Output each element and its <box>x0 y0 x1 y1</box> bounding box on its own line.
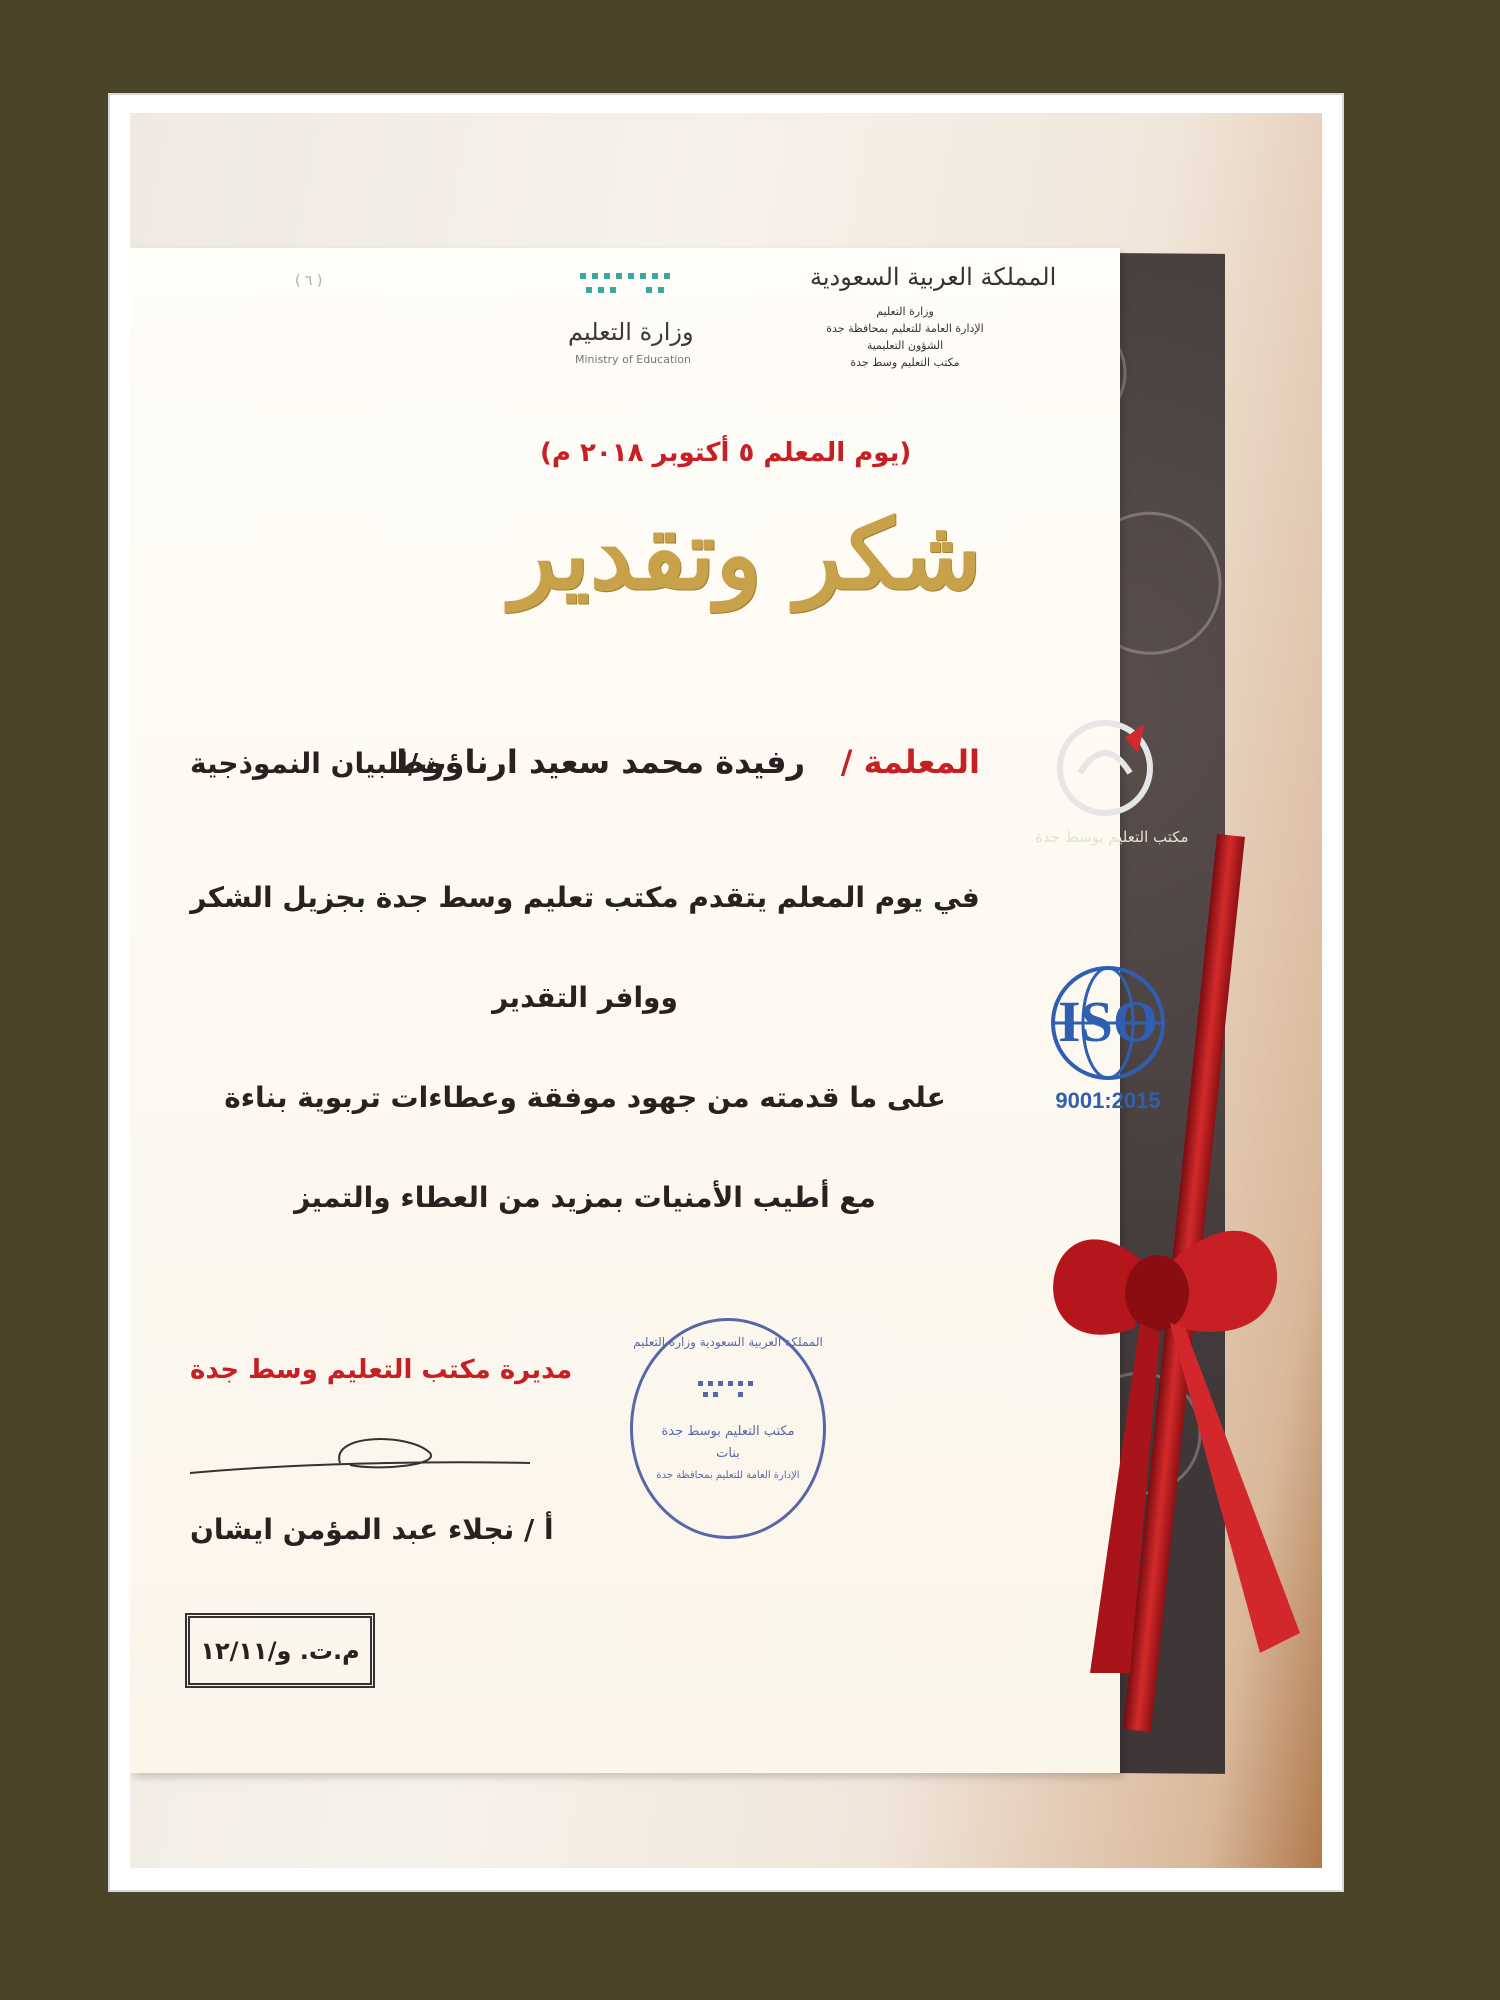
handwritten-signature <box>180 1413 540 1493</box>
occasion-line: (يوم المعلم ٥ أكتوبر ٢٠١٨ م) <box>540 438 912 468</box>
kingdom-name: المملكة العربية السعودية <box>810 263 1057 291</box>
recipient-label: المعلمة / <box>840 743 980 781</box>
certificate-title: شكر وتقدير <box>510 498 982 611</box>
body-text <box>170 848 1000 1248</box>
body-line: في يوم المعلم يتقدم مكتب تعليم وسط جدة بجزيل الشكر ووافر التقدير <box>190 881 980 1014</box>
office-logo-label: مكتب التعليم بوسط جدة <box>1035 828 1189 846</box>
stamp-line: مكتب التعليم بوسط جدة <box>661 1424 795 1439</box>
iso-badge <box>1048 963 1168 1123</box>
official-stamp <box>630 1318 826 1539</box>
signature-name: أ / نجلاء عبد المؤمن ايشان <box>190 1513 554 1546</box>
reference-box <box>185 1613 375 1688</box>
ministry-name-en: Ministry of Education <box>575 353 692 366</box>
admin-line: وزارة التعليم <box>876 305 934 318</box>
admin-lines <box>825 303 985 371</box>
admin-line: مكتب التعليم وسط جدة <box>850 356 960 369</box>
iso-number: 9001:2015 <box>1055 1088 1161 1113</box>
recipient-school: ث/البيان النموذجية <box>190 747 447 780</box>
red-bow-icon <box>1030 1113 1322 1713</box>
recipient-name: رفيدة محمد سعيد ارناؤوط <box>391 743 805 781</box>
body-line: على ما قدمته من جهود موفقة وعطاءات تربوية بناءة <box>224 1081 946 1114</box>
stamp-line: بنات <box>716 1446 740 1461</box>
ministry-name-ar: وزارة التعليم <box>568 318 694 346</box>
iso-label: ISO <box>1058 989 1158 1054</box>
ministry-logo-icon <box>570 263 690 313</box>
stamp-ring-text: المملكة العربية السعودية وزارة التعليم <box>633 1335 823 1349</box>
image-frame <box>110 95 1342 1890</box>
body-line: مع أطيب الأمنيات بمزيد من العطاء والتميز <box>294 1181 876 1214</box>
ministry-logo-icon <box>693 1376 763 1406</box>
admin-line: الشؤون التعليمية <box>866 339 944 352</box>
certificate-photo <box>130 113 1322 1868</box>
reference-number: م.ت. و/١٢/١١ <box>200 1636 360 1665</box>
page-mark: ( ٦ ) <box>295 273 323 289</box>
stamp-line: الإدارة العامة للتعليم بمحافظة جدة <box>656 1470 800 1481</box>
recipient-row <box>190 743 980 793</box>
signature-role: مديرة مكتب التعليم وسط جدة <box>190 1355 573 1385</box>
admin-line: الإدارة العامة للتعليم بمحافظة جدة <box>826 322 984 335</box>
stamp-lines <box>633 1421 823 1487</box>
office-logo-icon <box>1050 713 1160 823</box>
